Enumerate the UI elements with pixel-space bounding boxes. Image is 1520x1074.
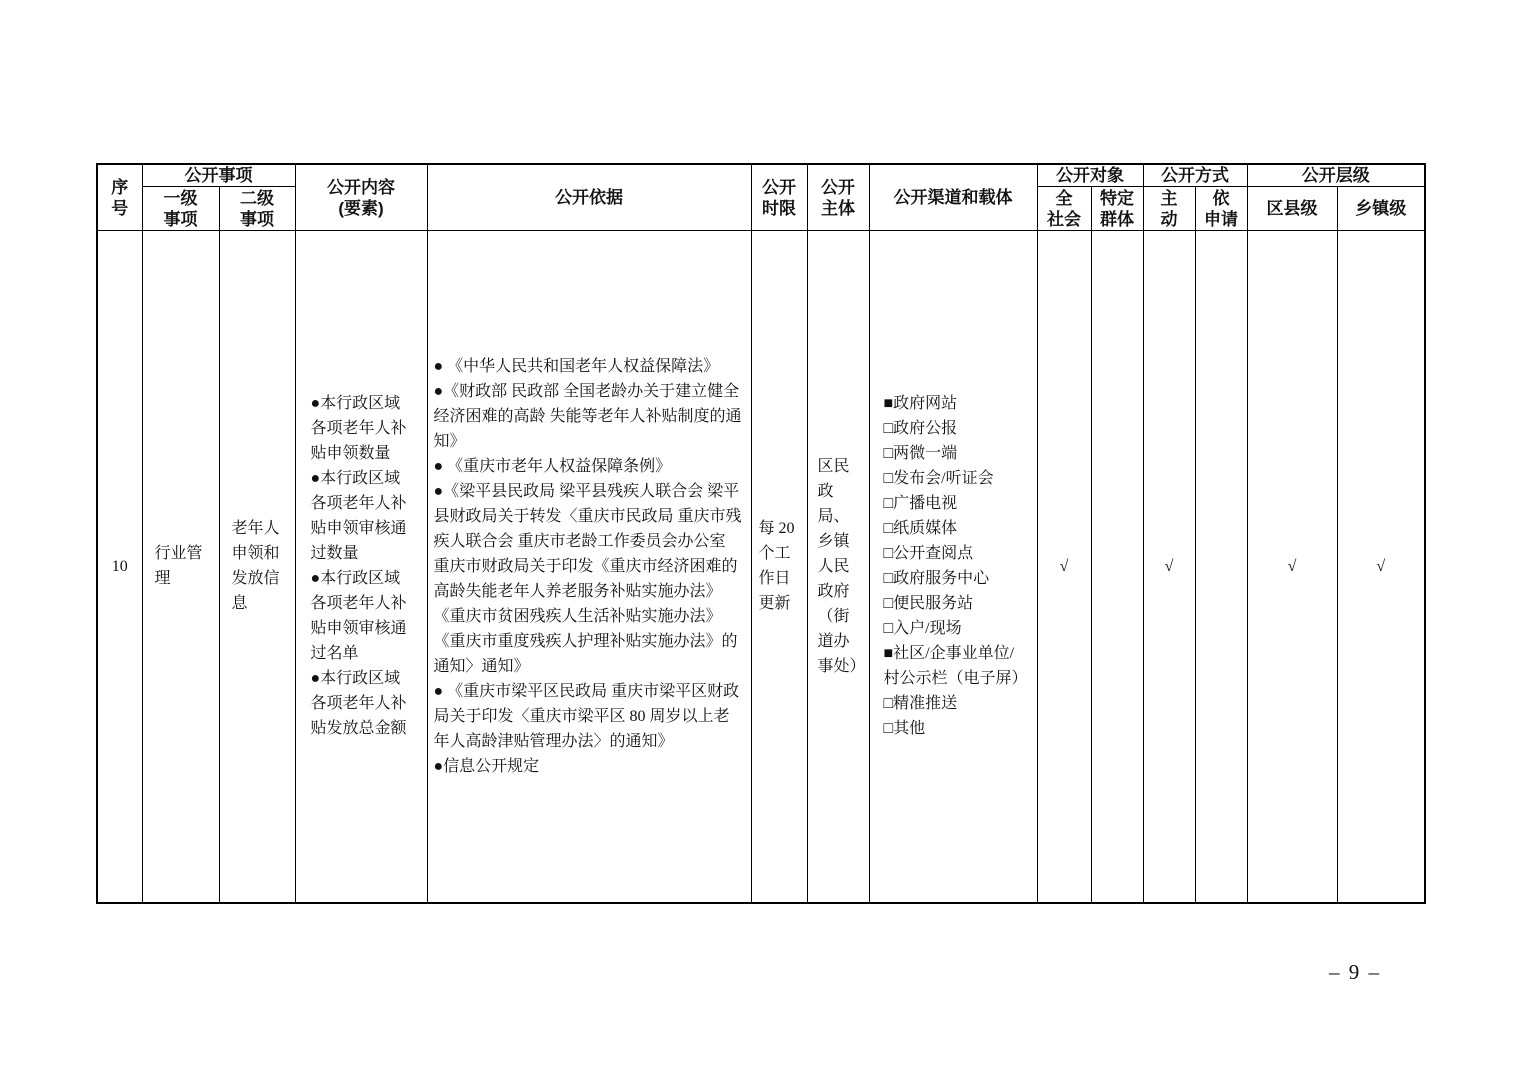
header-disclosure-subject: 公开 主体 [807,164,869,231]
cell-check-specific-groups [1091,231,1143,903]
header-level1-item: 一级 事项 [142,187,219,231]
header-time-limit: 公开 时限 [751,164,807,231]
header-group-disclosure-items: 公开事项 [142,164,295,187]
page-number: – 9 – [1329,960,1381,984]
cell-check-upon-request [1195,231,1247,903]
cell-check-all-society: √ [1037,231,1091,903]
cell-time-limit: 每 20 个工作日更新 [751,231,807,903]
header-channels-carriers: 公开渠道和载体 [869,164,1037,231]
header-upon-request: 依 申请 [1195,187,1247,231]
cell-disclosure-subject: 区民政局、乡镇人民政府（街道办事处） [807,231,869,903]
cell-level2-item: 老年人申领和发放信息 [219,231,295,903]
cell-level1-item: 行业管理 [142,231,219,903]
cell-check-proactive: √ [1143,231,1195,903]
cell-disclosure-content: ●本行政区域各项老年人补贴申领数量 ●本行政区域各项老年人补贴申领审核通过数量 ●本行政区域各项老年人补贴申领审核通过名单 ●本行政区域各项老年人补贴发放总金额 [295,231,427,903]
cell-check-township: √ [1337,231,1425,903]
header-group-disclosure-level: 公开层级 [1247,164,1425,187]
header-legal-basis: 公开依据 [427,164,751,231]
header-all-society: 全 社会 [1037,187,1091,231]
cell-legal-basis: ● 《中华人民共和国老年人权益保障法》 ●《财政部 民政部 全国老龄办关于建立健全经济困难的高龄 失能等老年人补贴制度的通知》 ● 《重庆市老年人权益保障条例》 ●《梁平县民政局 梁平县残疾人联合会 梁平县财政局关于转发〈重庆市民政局 重庆市残疾人联合会 重庆市老龄工作委员会办公室 重庆市财政局关于印发《重庆市经济困难的高龄失能老年人养老服务补贴实施办法》《重庆市贫困残疾人生活补贴实施办法》《重庆市重度残疾人护理补贴实施办法》的通知〉通知》 ● 《重庆市梁平区民政局 重庆市梁平区财政局关于印发〈重庆市梁平区 80 周岁以上老年人高龄津贴管理办法〉的通知》 ●信息公开规定 [427,231,751,903]
header-disclosure-content: 公开内容 (要素) [295,164,427,231]
cell-check-district-county: √ [1247,231,1337,903]
table-row [97,231,1425,903]
header-specific-groups: 特定 群体 [1091,187,1143,231]
header-township-level: 乡镇级 [1337,187,1425,231]
header-serial-number: 序 号 [97,164,142,231]
disclosure-table [96,163,1426,904]
header-group-disclosure-method: 公开方式 [1143,164,1247,187]
cell-channels-carriers: ■政府网站 □政府公报 □两微一端 □发布会/听证会 □广播电视 □纸质媒体 □公开查阅点 □政府服务中心 □便民服务站 □入户/现场 ■社区/企事业单位/村公示栏（电子屏） □精准推送 □其他 [869,231,1037,903]
header-level2-item: 二级 事项 [219,187,295,231]
header-district-county-level: 区县级 [1247,187,1337,231]
header-group-disclosure-target: 公开对象 [1037,164,1143,187]
header-row-1 [97,164,1425,187]
cell-serial-number: 10 [97,231,142,903]
header-proactive: 主 动 [1143,187,1195,231]
